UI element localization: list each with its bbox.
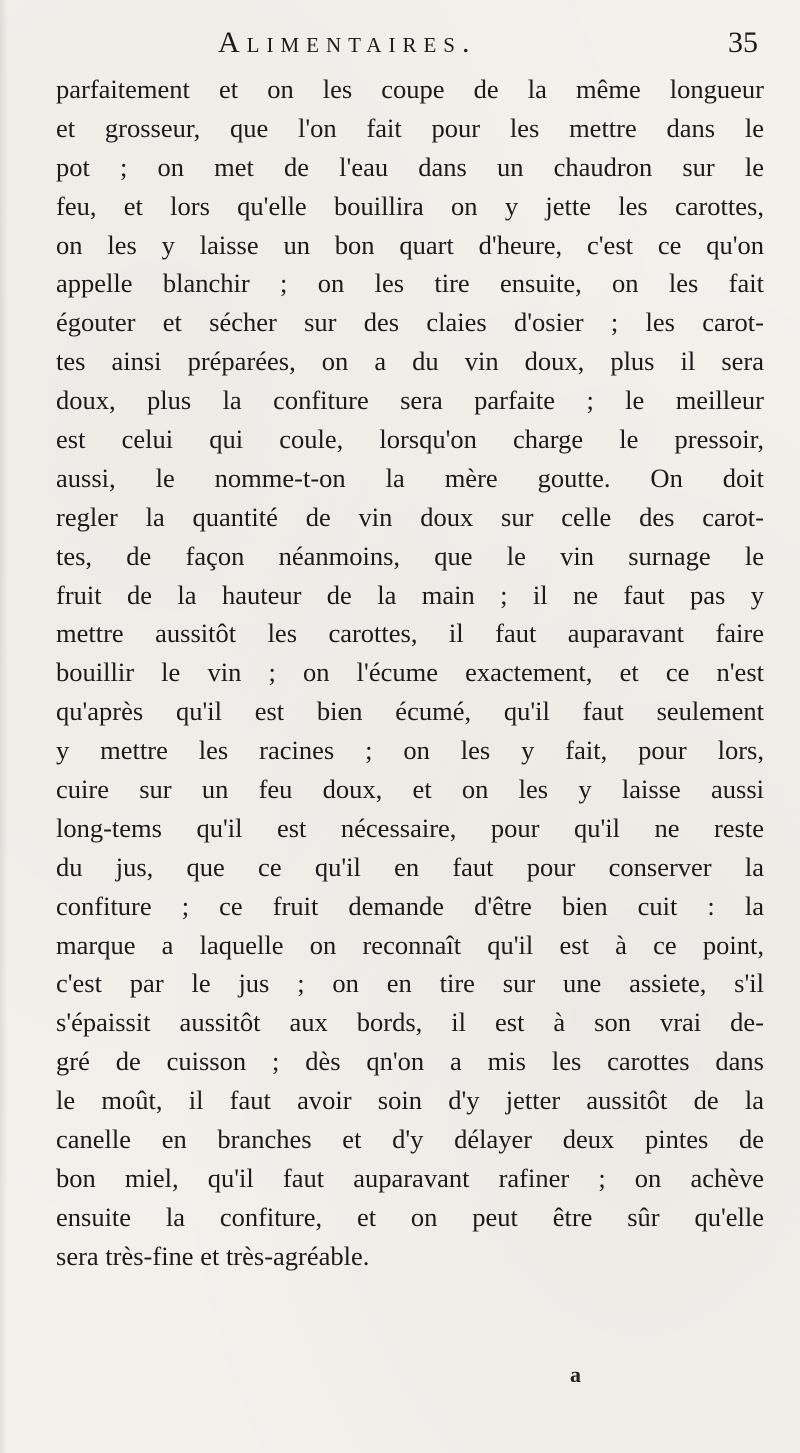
text-line: marque a laquelle on reconnaît qu'il est à ce point,: [56, 929, 764, 960]
text-line: ensuite la confiture, et on peut être sûr qu'elle: [56, 1201, 764, 1232]
running-head: Alimentaires.: [218, 26, 477, 59]
text-line: tes ainsi préparées, on a du vin doux, plus il sera: [56, 346, 764, 377]
text-line: du jus, que ce qu'il en faut pour conserver la: [56, 851, 764, 882]
page-gutter-shadow: [0, 0, 8, 1453]
text-line: bouillir le vin ; on l'écume exactement, et ce n'est: [56, 657, 764, 688]
text-line: et grosseur, que l'on fait pour les mettre dans le: [56, 112, 764, 143]
text-line-last: sera très-fine et très-agréable.: [56, 1240, 370, 1271]
body-text: [56, 70, 764, 1276]
text-line: égouter et sécher sur des claies d'osier ; les carot-: [56, 307, 764, 338]
text-line: bon miel, qu'il faut auparavant rafiner ; on achève: [56, 1162, 764, 1193]
text-line: doux, plus la confiture sera parfaite ; le meilleur: [56, 385, 764, 416]
text-line: qu'après qu'il est bien écumé, qu'il faut seulement: [56, 696, 764, 727]
page-number: 35: [728, 26, 758, 59]
text-line: canelle en branches et d'y délayer deux pintes de: [56, 1124, 764, 1155]
text-line: tes, de façon néanmoins, que le vin surnage le: [56, 540, 764, 571]
text-line: mettre aussitôt les carottes, il faut auparavant faire: [56, 618, 764, 649]
text-line: confiture ; ce fruit demande d'être bien cuit : la: [56, 890, 764, 921]
text-line: est celui qui coule, lorsqu'on charge le pressoir,: [56, 424, 764, 455]
text-line: aussi, le nomme-t-on la mère goutte. On doit: [56, 462, 764, 493]
text-line: gré de cuisson ; dès qn'on a mis les carottes dans: [56, 1046, 764, 1077]
text-line: long-tems qu'il est nécessaire, pour qu'il ne reste: [56, 812, 764, 843]
text-line: feu, et lors qu'elle bouillira on y jette les carottes,: [56, 190, 764, 221]
text-line: y mettre les racines ; on les y fait, pour lors,: [56, 735, 764, 766]
text-line: s'épaissit aussitôt aux bords, il est à son vrai de-: [56, 1007, 764, 1038]
text-line: parfaitement et on les coupe de la même longueur: [56, 74, 764, 104]
text-line: regler la quantité de vin doux sur celle des carot-: [56, 501, 764, 532]
text-line: cuire sur un feu doux, et on les y laisse aussi: [56, 774, 764, 805]
signature-mark: a: [570, 1362, 581, 1387]
text-line: fruit de la hauteur de la main ; il ne faut pas y: [56, 579, 764, 610]
text-line: pot ; on met de l'eau dans un chaudron sur le: [56, 151, 764, 182]
text-line: appelle blanchir ; on les tire ensuite, on les fait: [56, 268, 764, 299]
text-line: on les y laisse un bon quart d'heure, c'est ce qu'on: [56, 229, 764, 260]
text-line: c'est par le jus ; on en tire sur une assiete, s'il: [56, 968, 764, 999]
text-line: le moût, il faut avoir soin d'y jetter aussitôt de la: [56, 1085, 764, 1116]
